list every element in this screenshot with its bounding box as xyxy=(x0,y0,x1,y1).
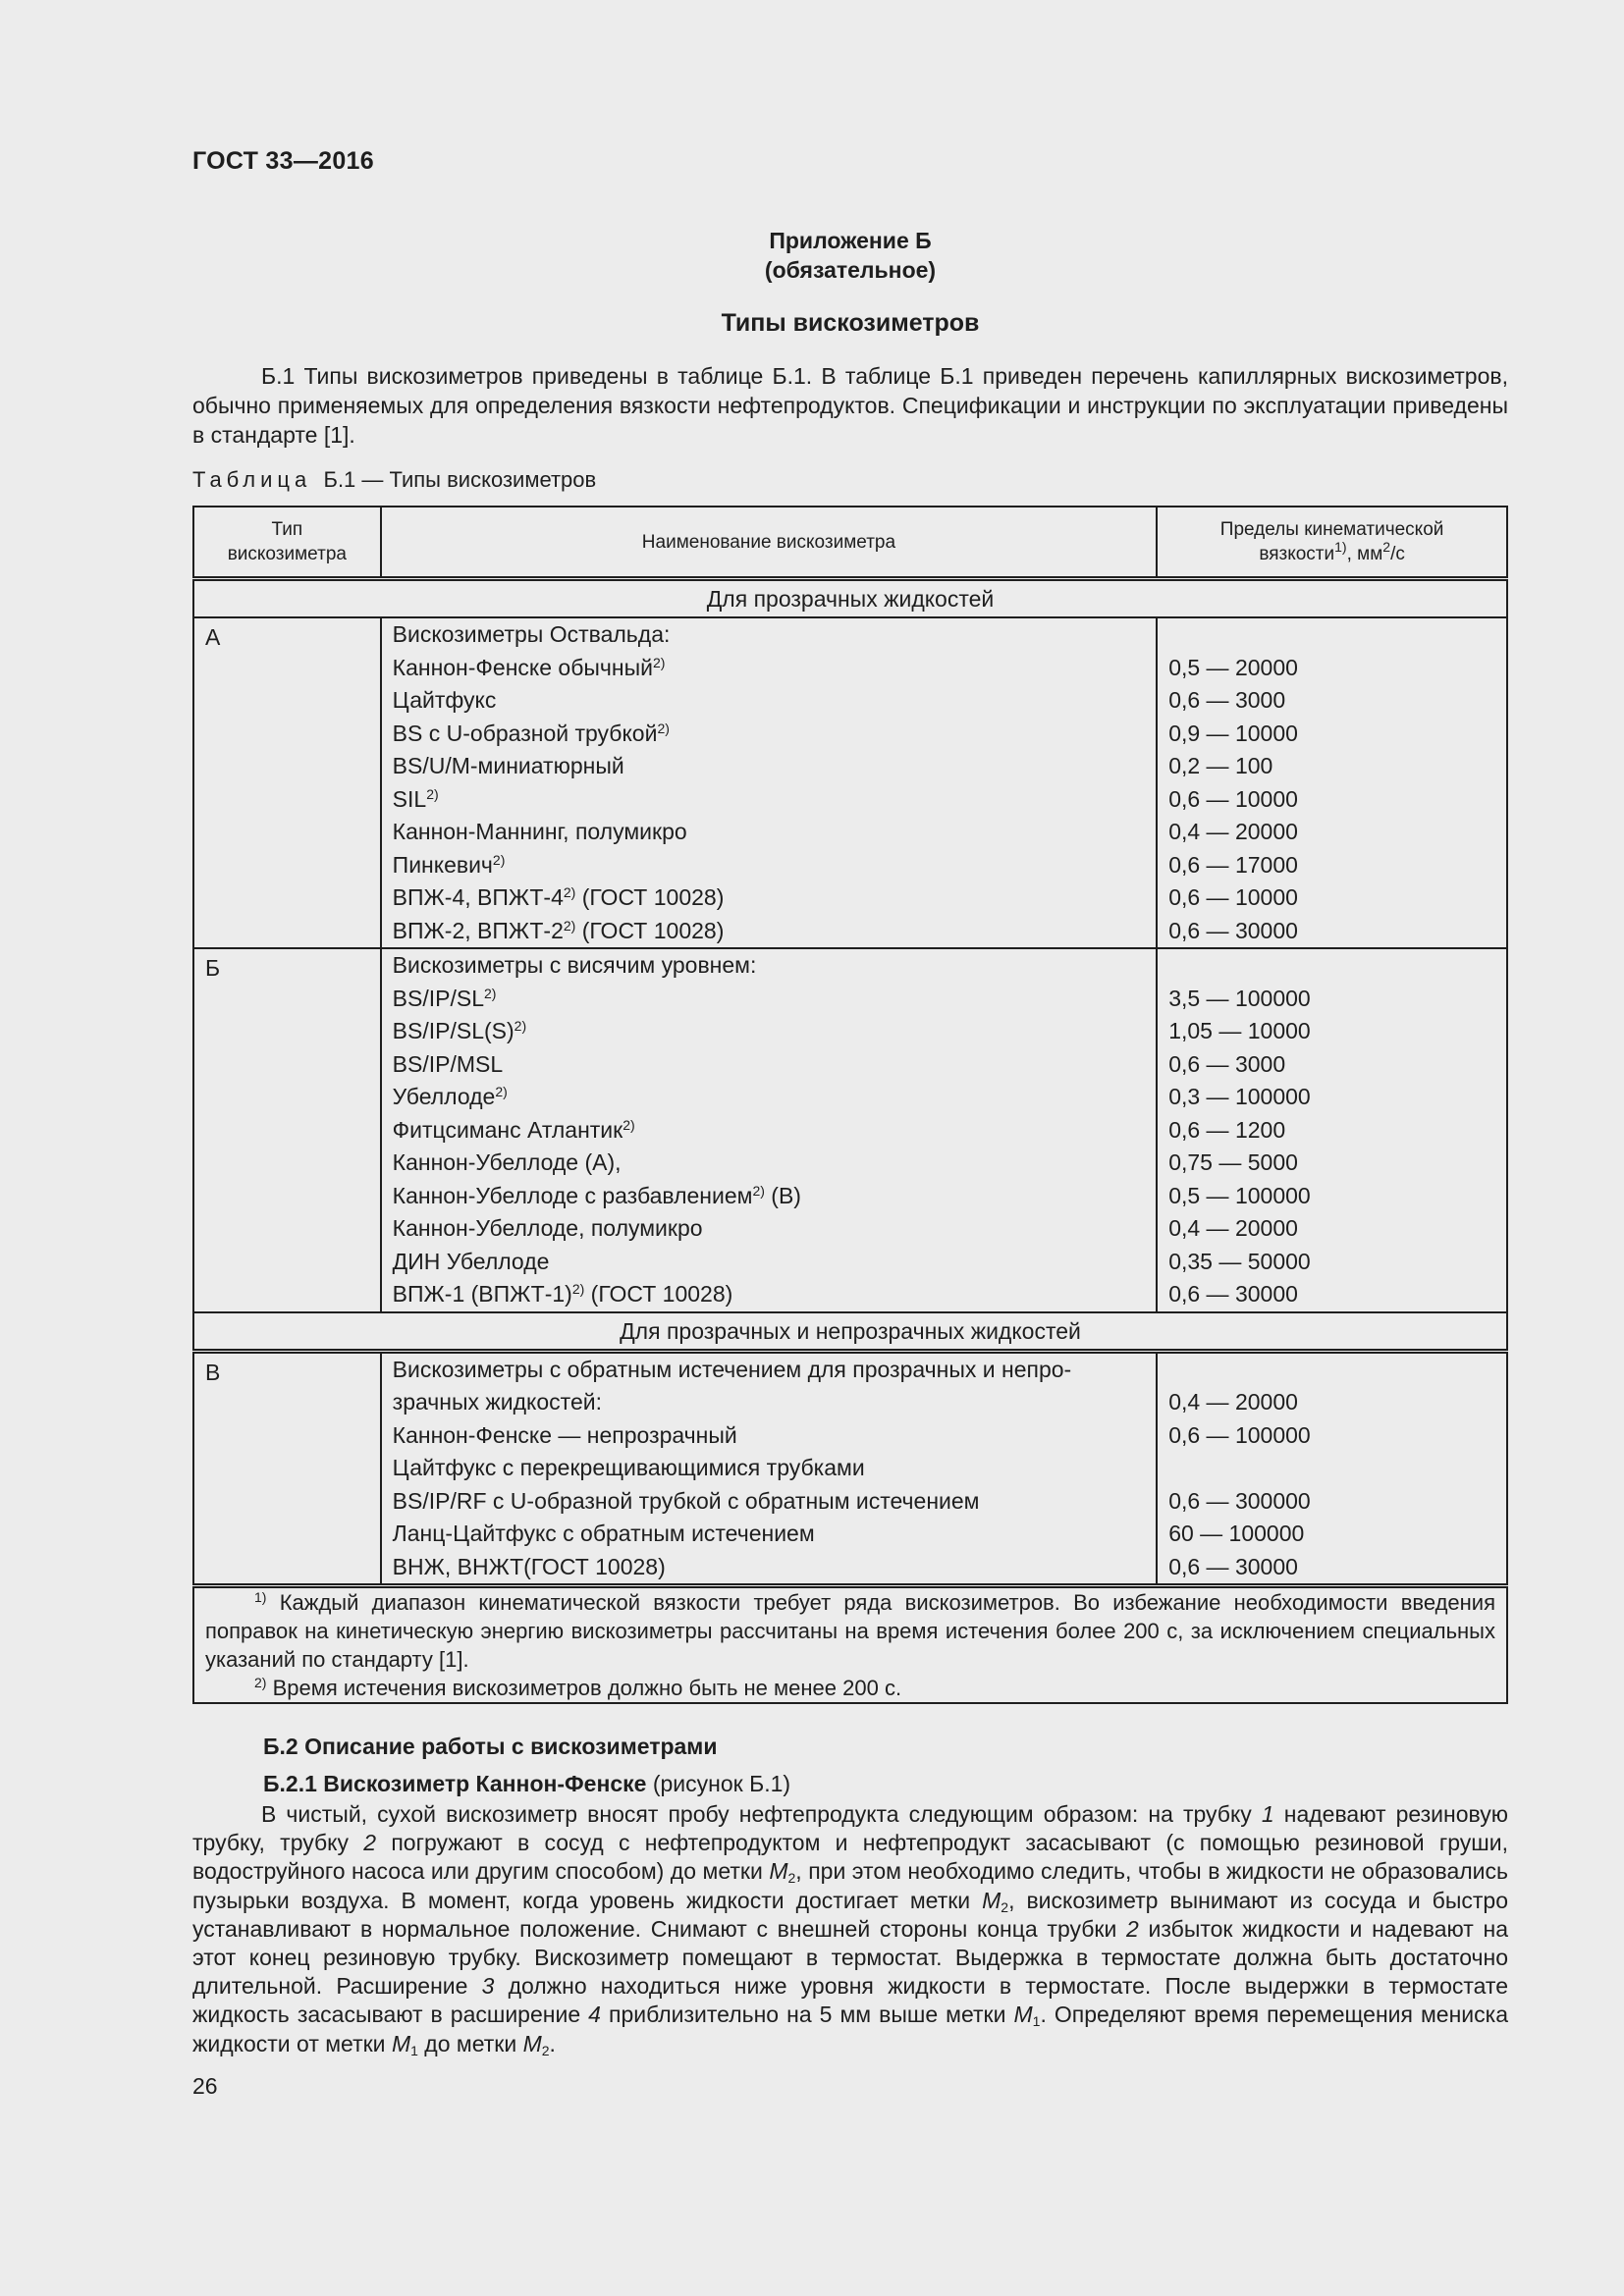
viscometer-name: Каннон-Убеллоде, полумикро xyxy=(392,1215,703,1241)
section-row xyxy=(193,1312,1507,1352)
group-ranges xyxy=(1157,948,1507,1312)
viscosity-range: 1,05 — 10000 xyxy=(1168,1018,1311,1043)
appendix-title: Приложение Б xyxy=(769,228,932,253)
viscosity-range: 0,6 — 30000 xyxy=(1168,917,1298,943)
viscosity-range xyxy=(1168,1452,1495,1485)
viscometer-name: ВПЖ-2, ВПЖТ-2$^{2)}$ (ГОСТ 10028) xyxy=(392,917,725,943)
viscosity-range: 0,6 — 1200 xyxy=(1168,1116,1286,1143)
table-notes-row xyxy=(193,1586,1507,1704)
viscometer-name: Цайтфукс с перекрещивающимися трубками xyxy=(392,1455,865,1480)
viscosity-range: 0,6 — 3000 xyxy=(1168,687,1286,713)
footnote-1: $^{1)}$ Каждый диапазон кинематической вязкости требует ряда вискозиметров. Во избежание необходимости введения поправок на кинетическую энергию вискозиметры рассчитаны на время истечения более 200 с, за исключением специальных указаний по стандарту [1]. xyxy=(205,1589,1495,1672)
viscosity-range: 0,6 — 30000 xyxy=(1168,1281,1298,1307)
viscometer-name: Каннон-Фенске обычный$^{2)}$ xyxy=(392,654,666,680)
intro-paragraph: Б.1 Типы вискозиметров приведены в таблице Б.1. В таблице Б.1 приведен перечень капиллярных вискозиметров, обычно применяемых для определения вязкости нефтепродуктов. Спецификации и инструкции по эксплуатации приведены в стандарте [1]. xyxy=(192,363,1508,448)
viscometer-name: BS/IP/SL$^{2)}$ xyxy=(392,985,497,1011)
viscometer-name: Каннон-Маннинг, полумикро xyxy=(392,819,687,844)
viscometer-name: Вискозиметры с висячим уровнем: xyxy=(392,952,757,978)
viscometer-name: Каннон-Убеллоде с разбавлением$^{2)}$ (В) xyxy=(392,1182,801,1208)
viscosity-range: 0,6 — 100000 xyxy=(1168,1421,1311,1448)
group-ranges xyxy=(1157,1351,1507,1586)
standard-code: ГОСТ 33—2016 xyxy=(192,147,374,175)
group-ranges xyxy=(1157,617,1507,948)
header-name: Наименование вискозиметра xyxy=(381,507,1158,579)
viscometer-name: Ланц-Цайтфукс с обратным истечением xyxy=(392,1521,815,1546)
viscometer-name: BS/U/M-миниатюрный xyxy=(392,753,624,778)
viscosity-range: 0,4 — 20000 xyxy=(1168,1215,1298,1241)
group-code: А xyxy=(193,617,381,948)
table-header-row xyxy=(193,507,1507,579)
viscosity-range: 0,5 — 20000 xyxy=(1168,654,1298,680)
body-paragraph: В чистый, сухой вискозиметр вносят пробу нефтепродукта следующим образом: на трубку 1 надевают резиновую трубку, трубку 2 погружают в сосуд с нефтепродуктом и нефтепродукт засасывают (с помощью резиновой груши, водоструйного насоса или другим способом) до метки $M_2$, при этом необходимо следить, чтобы в жидкости не образовались пузырьки воздуха. В момент, когда уровень жидкости достигает метки $M_2$, вискозиметр вынимают из сосуда и быстро устанавливают в нормальное положение. Снимают с внешней стороны конца трубки 2 избыток жидкости и надевают на этот конец резиновую трубку. Вискозиметр помещают в термостат. Выдержка в термостате должна быть достаточно длительной. Расширение 3 должно находиться ниже уровня жидкости в термостате. После выдержки в термостате жидкость засасывают в расширение 4 приблизительно на 5 мм выше метки $M_1$. Определяют время перемещения мениска жидкости от метки $M_1$ до метки $M_2$. xyxy=(192,1801,1509,2058)
table-caption: Таблица Б.1 — Типы вискозиметров xyxy=(192,467,597,492)
group-row-c xyxy=(193,1351,1507,1586)
viscometer-name: Вискозиметры Оствальда: xyxy=(392,621,671,647)
viscosity-range: 0,6 — 10000 xyxy=(1168,884,1298,910)
viscometer-name: ВПЖ-1 (ВПЖТ-1)$^{2)}$ (ГОСТ 10028) xyxy=(392,1281,733,1307)
viscosity-range: 0,35 — 50000 xyxy=(1168,1248,1311,1274)
table-notes xyxy=(193,1586,1507,1704)
viscometer-table xyxy=(192,506,1508,1704)
viscometer-name: BS/IP/RF с U-образной трубкой с обратным истечением xyxy=(392,1487,980,1514)
section-title: Типы вискозиметров xyxy=(721,309,980,337)
viscosity-range: 0,6 — 300000 xyxy=(1168,1487,1311,1514)
group-row-a xyxy=(193,617,1507,948)
viscometer-name: зрачных жидкостей: xyxy=(392,1389,602,1415)
viscosity-range: 0,3 — 100000 xyxy=(1168,1084,1311,1109)
viscosity-range xyxy=(1168,618,1495,652)
viscosity-range: 0,2 — 100 xyxy=(1168,753,1273,778)
viscosity-range: 0,4 — 20000 xyxy=(1168,819,1298,844)
group-names xyxy=(381,617,1158,948)
viscosity-range: 60 — 100000 xyxy=(1168,1521,1305,1546)
viscosity-range: 0,5 — 100000 xyxy=(1168,1182,1311,1208)
viscosity-range: 3,5 — 100000 xyxy=(1168,985,1311,1011)
viscometer-name: Каннон-Фенске — непрозрачный xyxy=(392,1421,737,1448)
section-row xyxy=(193,579,1507,618)
viscosity-range: 0,4 — 20000 xyxy=(1168,1389,1298,1415)
subsection-b21-title: Б.2.1 Вискозиметр Каннон-Фенске (рисунок Б.1) xyxy=(263,1771,791,1796)
viscometer-name: BS с U-образной трубкой$^{2)}$ xyxy=(392,720,670,746)
viscometer-name: Фитцсиманс Атлантик$^{2)}$ xyxy=(392,1116,635,1143)
viscosity-range: 0,9 — 10000 xyxy=(1168,720,1298,746)
viscosity-range xyxy=(1168,949,1495,983)
viscosity-range: 0,6 — 10000 xyxy=(1168,785,1298,812)
appendix-subtitle: (обязательное) xyxy=(764,257,937,283)
group-code: Б xyxy=(193,948,381,1312)
footnote-2: $^{2)}$ Время истечения вискозиметров должно быть не менее 200 с. xyxy=(254,1675,902,1700)
viscometer-name: Вискозиметры с обратным истечением для прозрачных и непро- xyxy=(392,1356,1072,1382)
viscometer-name: BS/IP/MSL xyxy=(392,1050,504,1077)
group-row-b xyxy=(193,948,1507,1312)
viscosity-range: 0,6 — 3000 xyxy=(1168,1050,1286,1077)
viscometer-name: Цайтфукс xyxy=(392,687,497,713)
header-type: Тип вискозиметра xyxy=(193,507,381,579)
group-code: В xyxy=(193,1351,381,1586)
viscosity-range xyxy=(1168,1354,1495,1387)
group-names xyxy=(381,948,1158,1312)
viscometer-name: SIL$^{2)}$ xyxy=(392,785,439,812)
section-opaque: Для прозрачных и непрозрачных жидкостей xyxy=(193,1312,1507,1352)
viscosity-range: 0,6 — 30000 xyxy=(1168,1553,1298,1579)
viscometer-name: Убеллоде$^{2)}$ xyxy=(392,1084,508,1109)
subsection-b2-title: Б.2 Описание работы с вискозиметрами xyxy=(263,1734,718,1759)
viscometer-name: ВНЖ, ВНЖТ(ГОСТ 10028) xyxy=(392,1553,666,1579)
viscometer-name: $BS/IP/SL(S)^{2)}$ xyxy=(392,1018,527,1043)
section-transparent: Для прозрачных жидкостей xyxy=(193,579,1507,618)
header-limits: Пределы кинематической вязкости$^{1)}$, $мм^2/с$ xyxy=(1157,507,1507,579)
viscometer-name: Пинкевич$^{2)}$ xyxy=(392,851,506,878)
viscosity-range: 0,75 — 5000 xyxy=(1168,1149,1298,1175)
viscometer-name: Каннон-Убеллоде (А), xyxy=(392,1149,622,1175)
page-number: 26 xyxy=(192,2073,218,2099)
viscometer-name: ВПЖ-4, ВПЖТ-4$^{2)}$ (ГОСТ 10028) xyxy=(392,884,725,910)
viscometer-name: ДИН Убеллоде xyxy=(392,1248,550,1274)
viscosity-range: 0,6 — 17000 xyxy=(1168,851,1298,878)
group-names xyxy=(381,1351,1158,1586)
